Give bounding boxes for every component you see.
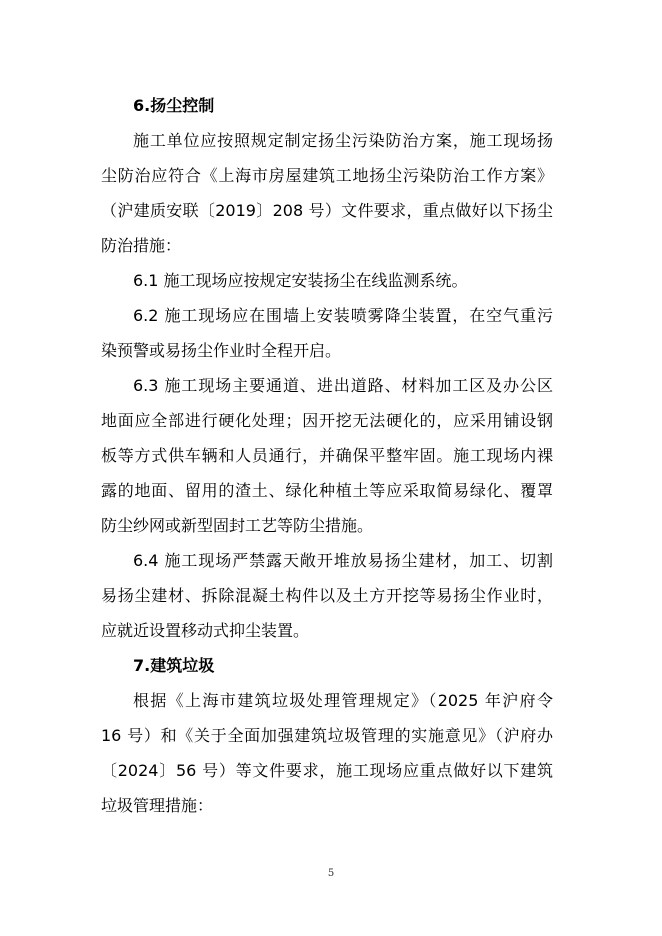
paragraph-line: 施工单位应按照规定制定扬尘污染防治方案，施工现场扬 — [133, 131, 553, 150]
paragraph-line: 易扬尘建材、拆除混凝土构件以及土方开挖等易扬尘作业时， — [101, 586, 553, 605]
paragraph-line: 6.4 施工现场严禁露天敞开堆放易扬尘建材，加工、切割 — [133, 551, 553, 570]
paragraph-line: 6.3 施工现场主要通道、进出道路、材料加工区及办公区 — [133, 376, 553, 395]
paragraph-line: 防治措施： — [101, 236, 182, 255]
paragraph-line: 应就近设置移动式抑尘装置。 — [101, 621, 310, 640]
paragraph-line: 16 号）和《关于全面加强建筑垃圾管理的实施意见》（沪府办 — [101, 726, 553, 745]
paragraph-line: 地面应全部进行硬化处理；因开挖无法硬化的，应采用铺设钢 — [101, 411, 553, 430]
paragraph — [101, 543, 553, 648]
paragraph-line: 板等方式供车辆和人员通行，并确保平整牢固。施工现场内裸 — [101, 446, 553, 465]
document-body — [101, 88, 553, 823]
paragraph-line: 尘防治应符合《上海市房屋建筑工地扬尘污染防治工作方案》 — [101, 166, 553, 185]
paragraph — [101, 368, 553, 543]
paragraph-line: （沪建质安联〔2019〕208 号）文件要求，重点做好以下扬尘 — [101, 201, 553, 220]
paragraph — [101, 123, 553, 263]
paragraph-line: 染预警或易扬尘作业时全程开启。 — [101, 341, 342, 360]
paragraph-line: 根据《上海市建筑垃圾处理管理规定》（2025 年沪府令 — [133, 691, 553, 710]
paragraph — [101, 298, 553, 368]
page-number: 5 — [327, 868, 335, 879]
paragraph — [101, 263, 553, 298]
paragraph-line: 垃圾管理措施： — [101, 796, 214, 815]
section-heading: 7.建筑垃圾 — [133, 656, 215, 675]
paragraph-line: 6.1 施工现场应按规定安装扬尘在线监测系统。 — [133, 271, 468, 290]
paragraph — [101, 683, 553, 823]
paragraph-line: 防尘纱网或新型固封工艺等防尘措施。 — [101, 516, 374, 535]
section-heading: 6.扬尘控制 — [133, 96, 215, 115]
paragraph-line: 6.2 施工现场应在围墙上安装喷雾降尘装置，在空气重污 — [133, 306, 553, 325]
paragraph-line: 露的地面、留用的渣土、绿化种植土等应采取简易绿化、覆罩 — [101, 481, 553, 500]
paragraph-line: 〔2024〕56 号）等文件要求，施工现场应重点做好以下建筑 — [101, 761, 553, 780]
